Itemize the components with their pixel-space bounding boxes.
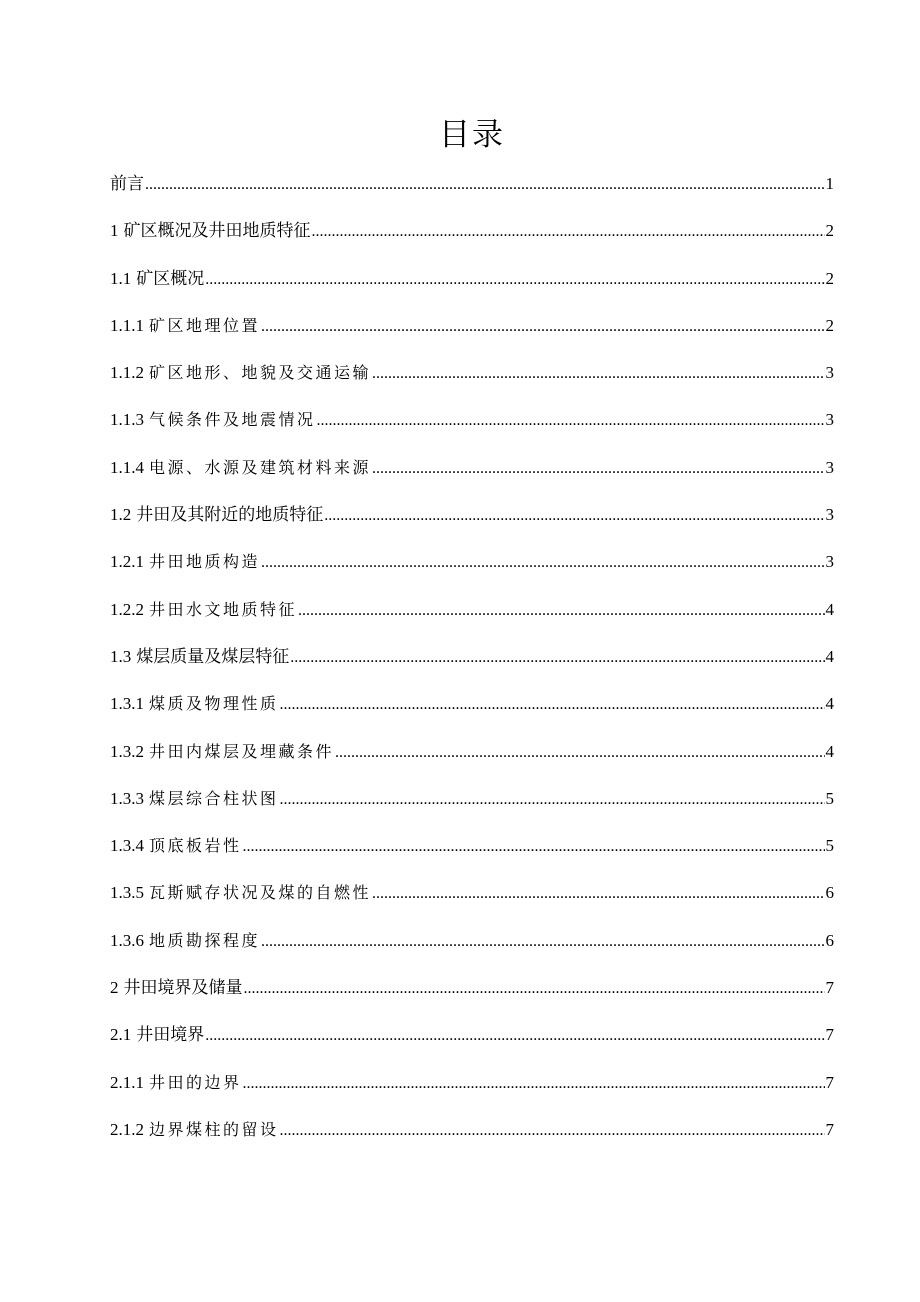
- toc-page-number: 7: [825, 1025, 834, 1045]
- toc-entry[interactable]: [110, 593, 834, 640]
- table-of-contents: [110, 167, 834, 1160]
- toc-page-number: 3: [825, 552, 834, 572]
- toc-page-number: 6: [825, 883, 834, 903]
- toc-entry[interactable]: [110, 451, 834, 498]
- toc-dot-leader: [280, 688, 825, 722]
- toc-dot-leader: [280, 1114, 825, 1148]
- toc-entry-number: 1.3.1: [110, 694, 144, 714]
- toc-page-number: 3: [825, 410, 834, 430]
- toc-entry-number: 1.1.1: [110, 315, 144, 335]
- toc-entry[interactable]: [110, 262, 834, 309]
- toc-dot-leader: [280, 783, 825, 817]
- toc-page-number: 2: [825, 221, 834, 241]
- toc-entry-number: 1.3.5: [110, 883, 144, 903]
- toc-dot-leader: [243, 1067, 825, 1101]
- toc-entry[interactable]: [110, 876, 834, 923]
- page-title: 目录: [439, 117, 505, 153]
- toc-entry[interactable]: [110, 545, 834, 592]
- toc-entry[interactable]: [110, 403, 834, 450]
- toc-dot-leader: [261, 925, 824, 959]
- toc-entry-number: 1.3.6: [110, 930, 144, 950]
- toc-entry-label: 地质勘探程度: [149, 930, 261, 950]
- toc-entry-label: 矿区地形、地貌及交通运输: [149, 363, 372, 383]
- toc-entry-label: 煤层综合柱状图: [149, 788, 279, 808]
- toc-dot-leader: [261, 310, 824, 344]
- toc-page-number: 4: [825, 646, 834, 666]
- toc-page-number: 1: [825, 174, 834, 193]
- toc-dot-leader: [244, 972, 825, 1006]
- toc-entry-label: 井田及其附近的地质特征: [136, 505, 324, 526]
- toc-entry-label: 井田地质构造: [149, 552, 261, 572]
- toc-entry[interactable]: [110, 167, 834, 214]
- toc-entry-label: 井田内煤层及埋藏条件: [149, 741, 335, 761]
- toc-entry-number: 1.1: [110, 268, 132, 288]
- toc-page-number: 7: [825, 1119, 834, 1139]
- toc-dot-leader: [145, 168, 825, 202]
- toc-dot-leader: [205, 263, 824, 297]
- toc-entry[interactable]: [110, 735, 834, 782]
- toc-entry-number: 2: [110, 978, 119, 998]
- toc-entry[interactable]: [110, 1113, 834, 1160]
- toc-entry-number: 2.1.2: [110, 1119, 144, 1139]
- toc-dot-leader: [372, 877, 824, 911]
- toc-page-number: 5: [825, 788, 834, 808]
- toc-page-number: 6: [825, 930, 834, 950]
- toc-entry-number: 1.3.3: [110, 788, 144, 808]
- toc-entry[interactable]: [110, 829, 834, 876]
- toc-entry-label: 气候条件及地震情况: [149, 410, 316, 430]
- toc-dot-leader: [317, 404, 825, 438]
- toc-entry-number: 1.1.4: [110, 457, 144, 477]
- toc-entry-label: 顶底板岩性: [149, 836, 242, 856]
- toc-entry-number: 1.1.2: [110, 363, 144, 383]
- toc-page-number: 5: [825, 836, 834, 856]
- toc-entry[interactable]: [110, 782, 834, 829]
- toc-entry-number: 1.2.1: [110, 552, 144, 572]
- toc-page-number: 2: [825, 315, 834, 335]
- toc-page-number: 7: [825, 978, 834, 998]
- toc-entry-number: 1.3: [110, 646, 132, 666]
- toc-entry[interactable]: [110, 687, 834, 734]
- toc-entry-label: 井田水文地质特征: [149, 599, 298, 619]
- toc-page-number: 2: [825, 268, 834, 288]
- toc-entry-label: 煤层质量及煤层特征: [136, 646, 290, 667]
- toc-dot-leader: [312, 215, 825, 249]
- toc-page-number: 4: [825, 741, 834, 761]
- toc-entry-number: 1.3.2: [110, 741, 144, 761]
- toc-entry-label: 瓦斯赋存状况及煤的自燃性: [149, 883, 372, 903]
- toc-dot-leader: [290, 641, 824, 675]
- toc-entry-label: 井田境界及储量: [123, 978, 243, 999]
- toc-entry[interactable]: [110, 640, 834, 687]
- toc-entry-label: 井田的边界: [149, 1072, 242, 1092]
- toc-entry-number: 1.2.2: [110, 599, 144, 619]
- toc-dot-leader: [261, 546, 824, 580]
- toc-entry[interactable]: [110, 498, 834, 545]
- toc-entry[interactable]: [110, 309, 834, 356]
- toc-entry-number: 1.3.4: [110, 836, 144, 856]
- toc-dot-leader: [372, 452, 824, 486]
- toc-page-number: 4: [825, 694, 834, 714]
- toc-dot-leader: [243, 830, 825, 864]
- toc-dot-leader: [205, 1019, 824, 1053]
- toc-page-number: 3: [825, 505, 834, 525]
- toc-dot-leader: [324, 499, 824, 533]
- toc-dot-leader: [335, 736, 824, 770]
- toc-entry-label: 井田境界: [136, 1025, 205, 1046]
- toc-entry[interactable]: [110, 924, 834, 971]
- toc-page-number: 7: [825, 1072, 834, 1092]
- toc-dot-leader: [372, 357, 824, 391]
- toc-entry-number: 1.2: [110, 505, 132, 525]
- toc-page-number: 4: [825, 599, 834, 619]
- toc-entry[interactable]: [110, 971, 834, 1018]
- toc-entry[interactable]: [110, 1018, 834, 1065]
- toc-entry-label: 前言: [110, 174, 144, 193]
- toc-entry-label: 矿区地理位置: [149, 315, 261, 335]
- toc-entry-label: 煤质及物理性质: [149, 694, 279, 714]
- toc-entry-label: 矿区概况: [136, 268, 205, 289]
- toc-entry[interactable]: [110, 214, 834, 261]
- toc-entry[interactable]: [110, 356, 834, 403]
- toc-entry-number: 1: [110, 221, 119, 241]
- toc-entry-label: 边界煤柱的留设: [149, 1119, 279, 1139]
- toc-page-number: 3: [825, 457, 834, 477]
- toc-page-number: 3: [825, 363, 834, 383]
- toc-entry-number: 2.1.1: [110, 1072, 144, 1092]
- toc-entry[interactable]: [110, 1066, 834, 1113]
- toc-entry-number: 2.1: [110, 1025, 132, 1045]
- toc-entry-label: 矿区概况及井田地质特征: [123, 221, 311, 242]
- toc-entry-number: 1.1.3: [110, 410, 144, 430]
- toc-entry-label: 电源、水源及建筑材料来源: [149, 457, 372, 477]
- toc-dot-leader: [298, 594, 824, 628]
